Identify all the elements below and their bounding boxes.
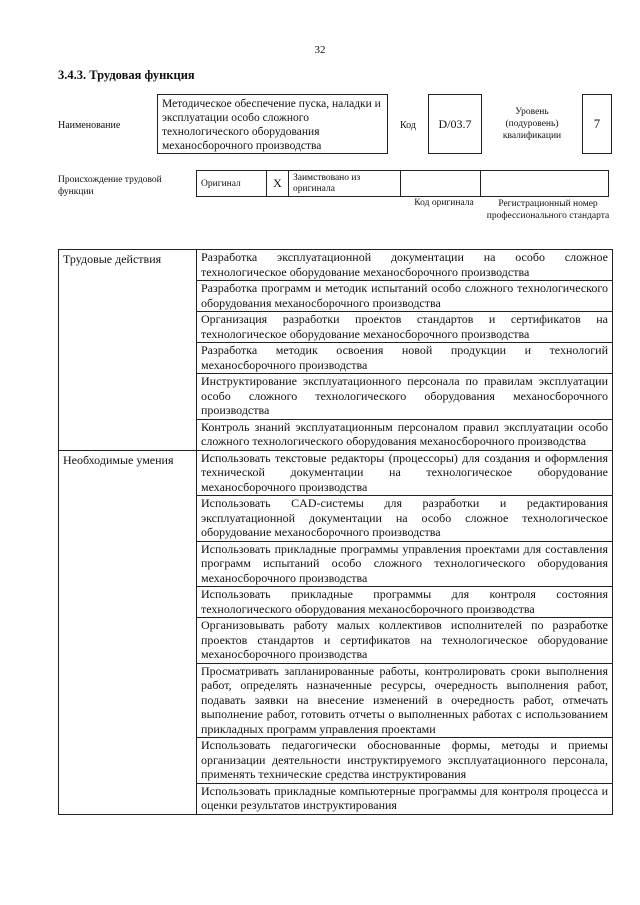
function-code: D/03.7 (428, 94, 482, 154)
origin-label: Происхождение трудовой функции (58, 175, 162, 197)
qualification-level-value: 7 (582, 94, 612, 154)
section-category: Необходимые умения (59, 450, 197, 814)
list-item: Использовать педагогически обоснованные формы, методы и приемы организации деятельности инструктируемого эксплуатационного персонала, применять технические средства инструктирования (197, 738, 613, 784)
page-number: 32 (314, 44, 326, 56)
name-label: Наименование (58, 120, 121, 131)
list-item: Организация разработки проектов стандартов и сертификатов на технологическое оборудование механосборочного производства (197, 312, 613, 343)
list-item: Использовать текстовые редакторы (процессоры) для создания и оформления технической документации на технологическое оборудование механосборочного производства (197, 450, 613, 496)
reg-number-label: Регистрационный номер профессионального стандарта (486, 199, 610, 221)
list-item: Использовать прикладные программы для контроля состояния технологического оборудования механосборочного производства (197, 587, 613, 618)
original-code-label: Код оригинала (414, 198, 474, 208)
table-row (59, 450, 613, 496)
list-item: Разработка эксплуатационной документации на особо сложное технологическое оборудование механосборочного производства (197, 250, 613, 281)
origin-table (196, 170, 609, 197)
list-item: Использовать прикладные компьютерные программы для контроля процесса и оценки результатов инструктирования (197, 783, 613, 814)
function-details-table (58, 249, 613, 815)
reg-number-cell (481, 171, 609, 197)
origin-borrowed: Заимствовано из оригинала (289, 171, 401, 197)
list-item: Использовать прикладные программы управления проектами для составления программ испытаний особо сложного технологического оборудования механосборочного производства (197, 541, 613, 587)
code-label: Код (400, 120, 416, 131)
list-item: Разработка программ и методик испытаний особо сложного технологического оборудования механосборочного производства (197, 281, 613, 312)
origin-original: Оригинал (197, 171, 267, 197)
list-item: Разработка методик освоения новой продукции и технологий механосборочного производства (197, 343, 613, 374)
list-item: Контроль знаний эксплуатационным персоналом правил эксплуатации особо сложного технологического оборудования механосборочного производства (197, 419, 613, 450)
section-title: 3.4.3. Трудовая функция (58, 68, 195, 82)
list-item: Инструктирование эксплуатационного персонала по правилам эксплуатации особо сложного технологического оборудования механосборочного производства (197, 374, 613, 420)
list-item: Просматривать запланированные работы, контролировать сроки выполнения работ, определять назначенные ресурсы, очередность выполнения работ, подавать заявки на внесение изменений в очередность работ, отмечать выполнение работ, готовить отчеты о выполненных работах с использованием прикладных программ управления проектами (197, 663, 613, 738)
original-code-cell (401, 171, 481, 197)
list-item: Организовывать работу малых коллективов исполнителей по разработке проектов стандартов и сертификатов на технологическое оборудование механосборочного производства (197, 618, 613, 664)
section-category: Трудовые действия (59, 250, 197, 451)
function-name: Методическое обеспечение пуска, наладки и эксплуатации особо сложного технологического оборудования механосборочного производства (157, 94, 388, 154)
table-row (59, 250, 613, 281)
origin-mark: X (267, 171, 289, 197)
list-item: Использовать CAD-системы для разработки и редактирования эксплуатационной документации на особо сложное технологическое оборудование механосборочного производства (197, 496, 613, 542)
qualification-level-label: Уровень (подуровень) квалификации (502, 107, 562, 141)
